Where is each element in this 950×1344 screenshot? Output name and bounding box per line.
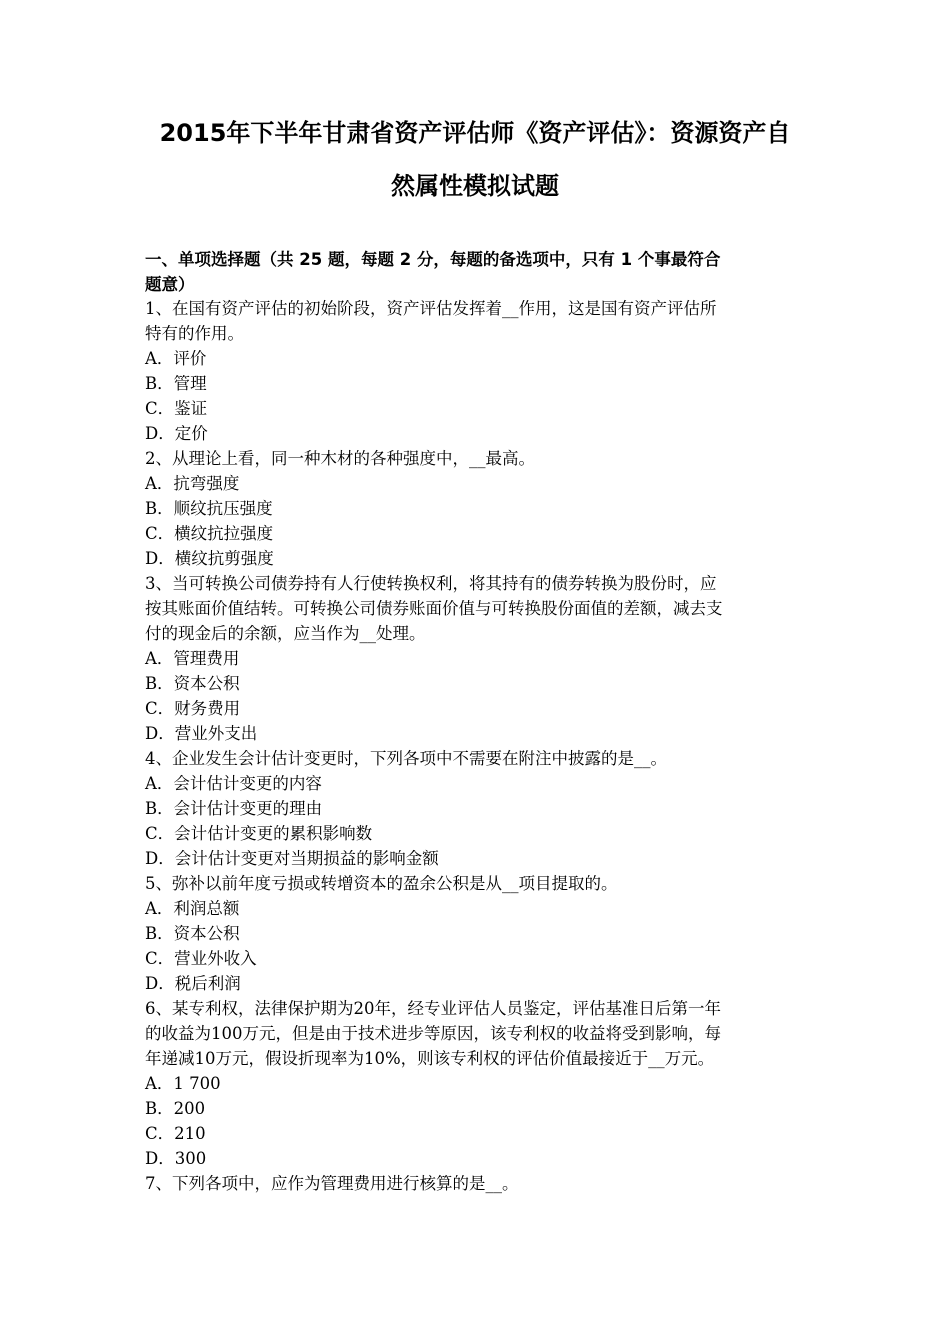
question-list [145,296,815,1196]
section-heading [145,247,807,297]
option-a: A．1 700 [145,1074,221,1093]
option-a: A．管理费用 [145,649,240,668]
question-1 [145,296,815,446]
question-stem-line: 7、下列各项中，应作为管理费用进行核算的是__。 [145,1174,519,1193]
question-stem-line: 5、弥补以前年度亏损或转增资本的盈余公积是从__项目提取的。 [145,874,618,893]
option-a: A．抗弯强度 [145,474,240,493]
question-stem-line: 3、当可转换公司债券持有人行使转换权利，将其持有的债券转换为股份时，应 [145,574,717,593]
option-d: D．300 [145,1149,207,1168]
option-d: D．营业外支出 [145,724,258,743]
option-d: D．定价 [145,424,208,443]
option-b: B．200 [145,1099,206,1118]
document-title-line-1: 2015年下半年甘肃省资产评估师《资产评估》：资源资产自 [159,119,791,147]
option-b: B．会计估计变更的理由 [145,799,323,818]
document-title-line-2: 然属性模拟试题 [391,172,559,200]
option-d: D．税后利润 [145,974,241,993]
option-c: C．210 [145,1124,206,1143]
question-3 [145,571,815,746]
option-b: B．资本公积 [145,924,240,943]
question-stem-line: 6、某专利权，法律保护期为20年，经专业评估人员鉴定，评估基准日后第一年 [145,999,721,1018]
option-a: A．评价 [145,349,207,368]
option-a: A．会计估计变更的内容 [145,774,322,793]
question-stem-line: 特有的作用。 [145,324,244,343]
option-c: C．营业外收入 [145,949,257,968]
question-stem-line: 1、在国有资产评估的初始阶段，资产评估发挥着__作用，这是国有资产评估所 [145,299,717,318]
question-stem-line: 2、从理论上看，同一种木材的各种强度中，__最高。 [145,449,535,468]
section-heading-line-1: 一、单项选择题（共 25 题，每题 2 分，每题的备选项中，只有 1 个事最符合 [145,250,721,269]
option-d: D．会计估计变更对当期损益的影响金额 [145,849,439,868]
question-7 [145,1171,815,1196]
option-a: A．利润总额 [145,899,240,918]
option-c: C．会计估计变更的累积影响数 [145,824,373,843]
option-b: B．资本公积 [145,674,240,693]
option-c: C．横纹抗拉强度 [145,524,274,543]
option-b: B．管理 [145,374,207,393]
question-6 [145,996,815,1171]
question-stem-line: 付的现金后的余额，应当作为__处理。 [145,624,426,643]
section-heading-line-2: 题意） [145,275,195,294]
question-stem-line: 年递减10万元，假设折现率为10%，则该专利权的评估价值最接近于__万元。 [145,1049,715,1068]
question-stem-line: 的收益为100万元，但是由于技术进步等原因，该专利权的收益将受到影响，每 [145,1024,721,1043]
question-2 [145,446,815,571]
question-stem-line: 4、企业发生会计估计变更时，下列各项中不需要在附注中披露的是__。 [145,749,667,768]
option-c: C．财务费用 [145,699,241,718]
question-stem-line: 按其账面价值结转。可转换公司债券账面价值与可转换股份面值的差额，减去支 [145,599,723,618]
question-5 [145,871,815,996]
question-4 [145,746,815,871]
option-b: B．顺纹抗压强度 [145,499,273,518]
option-d: D．横纹抗剪强度 [145,549,274,568]
option-c: C．鉴证 [145,399,208,418]
